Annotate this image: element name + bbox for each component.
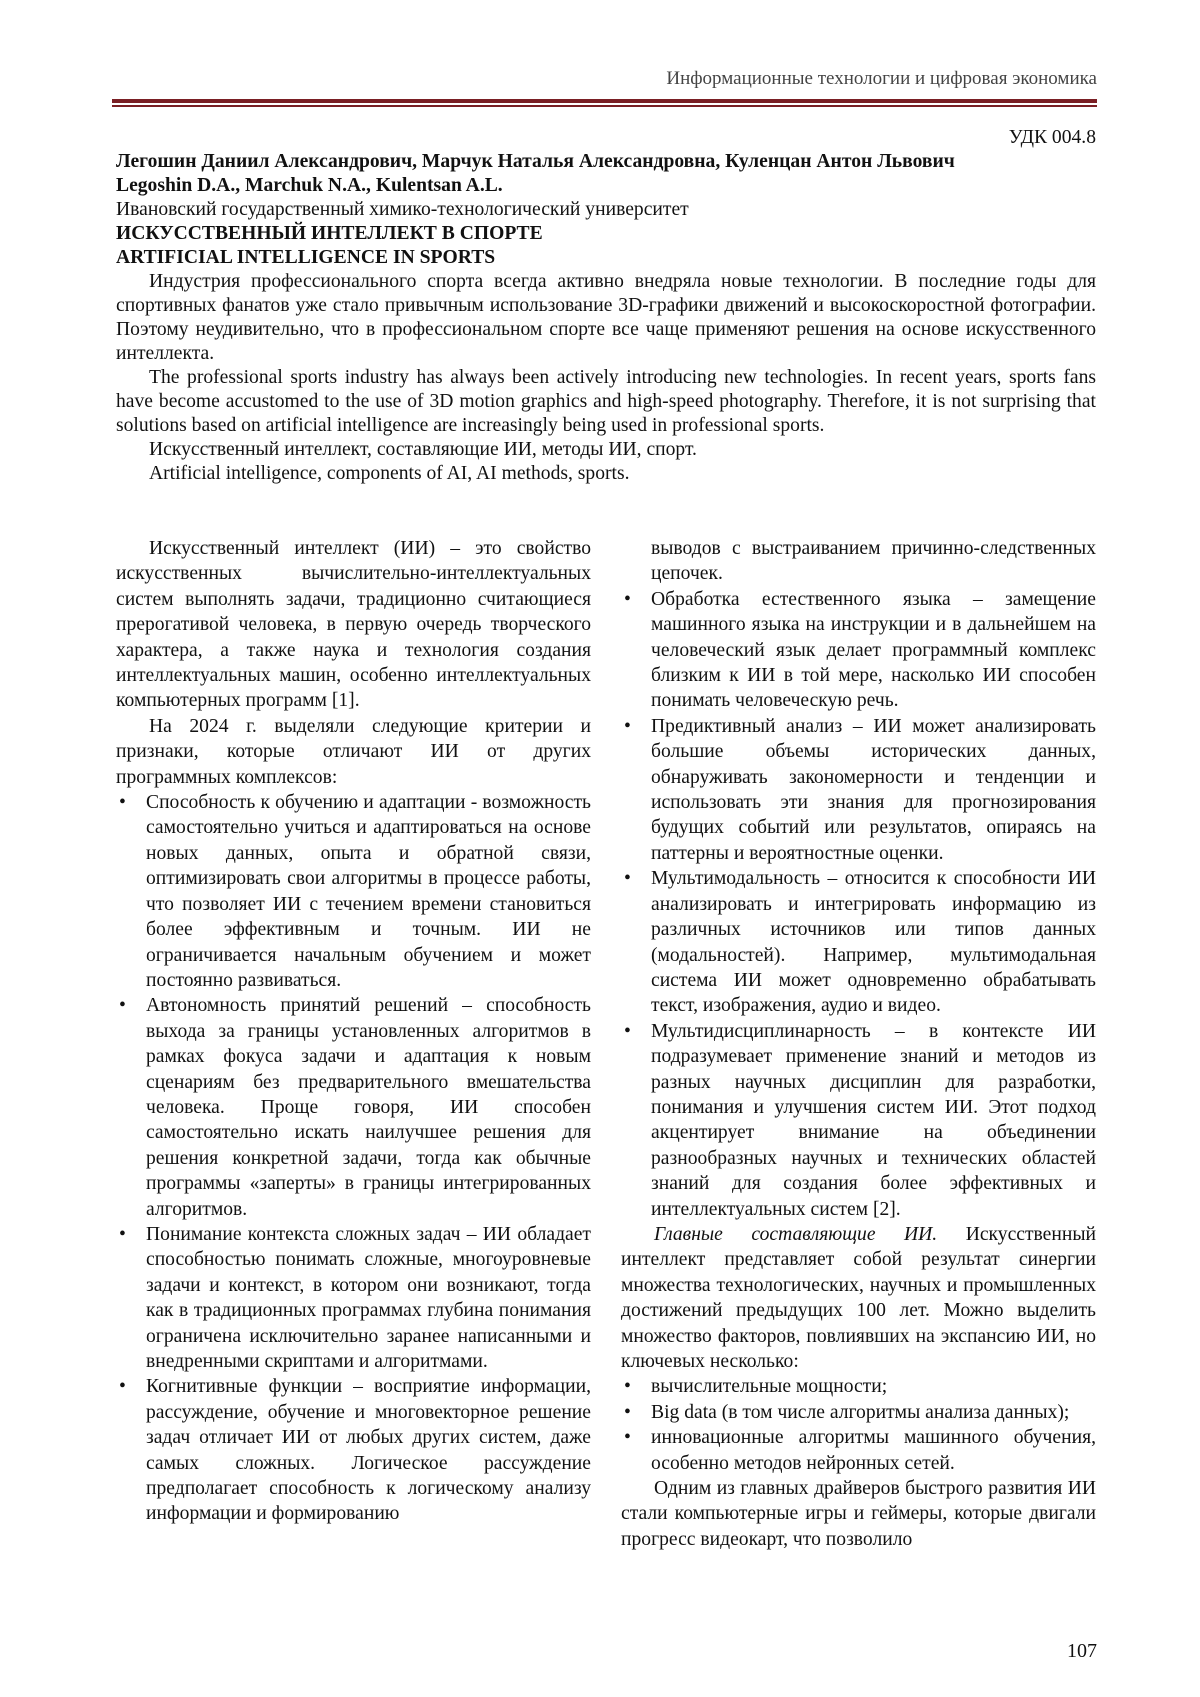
keywords-en: Artificial intelligence, components of AI, AI methods, sports.	[149, 463, 630, 484]
list-item: • Предиктивный анализ – ИИ может анализировать большие объемы исторических данных, обнаруживать закономерности и тенденции и использовать эти знания для прогнозирования будущих событий или результатов, опираясь на паттерны и вероятностные оценки.	[621, 714, 1096, 866]
abstract-ru: Индустрия профессионального спорта всегда активно внедряла новые технологии. В последние годы для спортивных фанатов уже стало привычным использование 3D-графики движений и высокоскоростной фотографии. Поэтому неудивительно, что в профессиональном спорте все чаще применяют решения на основе искусственного интеллекта.	[116, 271, 1096, 364]
keywords-ru: Искусственный интеллект, составляющие ИИ, методы ИИ, спорт.	[149, 439, 697, 460]
running-header: Информационные технологии и цифровая экономика	[666, 68, 1097, 89]
components-text: Искусственный интеллект представляет собой результат синергии множества технологических, научных и промышленных достижений предыдущих 100 лет. Можно выделить множество факторов, повлиявших на экспансию ИИ, но ключевых несколько:	[621, 1223, 1096, 1372]
body-column-right	[621, 536, 1096, 1552]
authors-ru: Легошин Даниил Александрович, Марчук Наталья Александровна, Куленцан Антон Львович	[116, 151, 955, 172]
list-item: • Обработка естественного языка – замещение машинного языка на инструкции и в дальнейшем на человеческий язык делает программный комплекс близким к ИИ в той мере, насколько ИИ способен понимать человеческую речь.	[621, 587, 1096, 714]
header-rule-thick	[112, 99, 1097, 103]
list-item: • инновационные алгоритмы машинного обучения, особенно методов нейронных сетей.	[621, 1425, 1096, 1476]
body-column-left	[116, 536, 591, 1527]
list-item: • Когнитивные функции – восприятие информации, рассуждение, обучение и многовекторное решение задач отличает ИИ от любых других систем, даже самых сложных. Логическое рассуждение предполагает способность к логическому анализу информации и формированию	[116, 1374, 591, 1526]
list-item: • Способность к обучению и адаптации - возможность самостоятельно учиться и адаптироваться на основе новых данных, опыта и обратной связи, оптимизировать свои алгоритмы в процессе работы, что позволяет ИИ с течением времени становиться более эффективным и точным. ИИ не ограничивается начальным обучением и может постоянно развиваться.	[116, 790, 591, 993]
list-item: • Мультимодальность – относится к способности ИИ анализировать и интегрировать информацию из различных источников или типов данных (модальностей). Например, мультимодальная система ИИ может одновременно обрабатывать текст, изображения, аудио и видео.	[621, 866, 1096, 1018]
drivers-paragraph: Одним из главных драйверов быстрого развития ИИ стали компьютерные игры и геймеры, которые двигали прогресс видеокарт, что позволило	[621, 1478, 1096, 1550]
factors-list	[621, 1374, 1096, 1476]
list-item: • Понимание контекста сложных задач – ИИ обладает способностью понимать сложные, многоуровневые задачи и контекст, в котором они возникают, тогда как в традиционных программах глубина понимания ограничена исключительно заранее написанными и внедренными скриптами и алгоритмами.	[116, 1222, 591, 1374]
list-item: • вычислительные мощности;	[621, 1374, 1096, 1399]
criteria-list	[116, 790, 591, 1527]
criteria-continuation: выводов с выстраиванием причинно-следственных цепочек.	[651, 538, 1096, 585]
list-item: • Big data (в том числе алгоритмы анализа данных);	[621, 1400, 1096, 1425]
page-number: 107	[1067, 1640, 1097, 1662]
title-en: ARTIFICIAL INTELLIGENCE IN SPORTS	[116, 247, 496, 268]
intro-paragraph: Искусственный интеллект (ИИ) – это свойство искусственных вычислительно-интеллектуальных систем выполнять задачи, традиционно считающиеся прерогативой человека, в первую очередь творческого характера, а также наука и технология создания интеллектуальных машин, особенно интеллектуальных компьютерных программ [1].	[116, 538, 591, 712]
affiliation: Ивановский государственный химико-технологический университет	[116, 199, 689, 220]
udc-code: УДК 004.8	[1008, 127, 1096, 148]
authors-en: Legoshin D.A., Marchuk N.A., Kulentsan A.L.	[116, 175, 503, 196]
header-rule-thin	[112, 105, 1097, 107]
abstract	[116, 270, 1096, 438]
title-ru: ИСКУССТВЕННЫЙ ИНТЕЛЛЕКТ В СПОРТЕ	[116, 223, 543, 244]
abstract-en: The professional sports industry has always been actively introducing new technologies. In recent years, sports fans have become accustomed to the use of 3D motion graphics and high-speed photography. Therefore, it is not surprising that solutions based on artificial intelligence are increasingly being used in professional sports.	[116, 367, 1096, 436]
list-item: • Мультидисциплинарность – в контексте ИИ подразумевает применение знаний и методов из разных научных дисциплин для разработки, понимания и улучшения систем ИИ. Этот подход акцентирует внимание на объединении разнообразных научных и технических областей знаний для создания более эффективных и интеллектуальных систем [2].	[621, 1019, 1096, 1222]
components-heading: Главные составляющие ИИ.	[654, 1223, 938, 1245]
components-paragraph	[621, 1222, 1096, 1374]
front-matter	[116, 126, 1096, 486]
list-item: • Автономность принятий решений – способность выхода за границы установленных алгоритмов в рамках фокуса задачи и адаптация к новым сценариям без предварительного вмешательства человека. Проще говоря, ИИ способен самостоятельно искать наилучшее решения для решения конкретной задачи, тогда как обычные программы «заперты» в границы интегрированных алгоритмов.	[116, 993, 591, 1222]
criteria-list-continued	[621, 587, 1096, 1222]
criteria-intro: На 2024 г. выделяли следующие критерии и признаки, которые отличают ИИ от других программных комплексов:	[116, 715, 591, 788]
